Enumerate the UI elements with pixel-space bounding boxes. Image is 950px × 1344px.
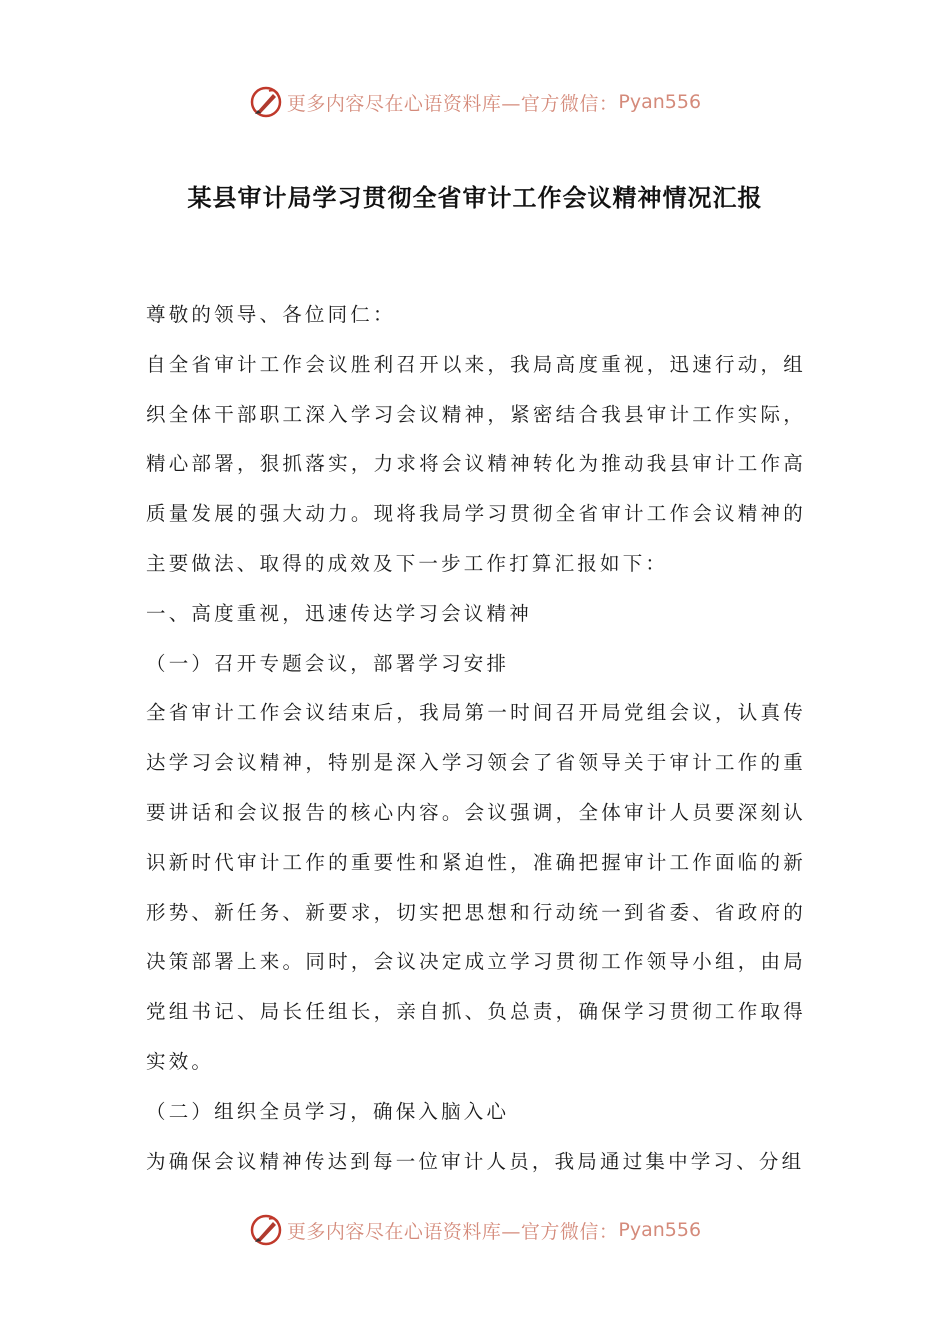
banner-text: 更多内容尽在心语资料库—官方微信：: [286, 92, 619, 115]
paragraph-salutation: 尊敬的领导、各位同仁：: [146, 303, 396, 326]
subsection-heading-2: （二）组织全员学习，确保入脑入心: [146, 1099, 510, 1123]
document-body: [146, 290, 806, 1186]
document-title: 某县审计局学习贯彻全省审计工作会议精神情况汇报: [187, 184, 763, 212]
pen-logo-icon: [249, 85, 283, 119]
banner-wechat-id: Pyan556: [618, 91, 702, 113]
paragraph-subsection-1: 全省审计工作会议结束后，我局第一时间召开局党组会议，认真传达学习会议精神，特别是深入学习领会了省领导关于审计工作的重要讲话和会议报告的核心内容。会议强调，全体审计人员要深刻认识新时代审计工作的重要性和紧迫性，准确把握审计工作面临的新形势、新任务、新要求，切实把思想和行动统一到省委、省政府的决策部署上来。同时，会议决定成立学习贯彻工作领导小组，由局党组书记、局长任组长，亲自抓、负总责，确保学习贯彻工作取得实效。: [146, 701, 806, 1073]
banner-text: 更多内容尽在心语资料库—官方微信：: [286, 1220, 619, 1243]
banner-wechat-id: Pyan556: [618, 1219, 702, 1241]
paragraph-subsection-2: 为确保会议精神传达到每一位审计人员，我局通过集中学习、分组: [146, 1149, 805, 1173]
header-banner: [0, 82, 950, 122]
section-heading-1: 一、高度重视，迅速传达学习会议精神: [146, 601, 532, 625]
subsection-heading-1: （一）召开专题会议，部署学习安排: [146, 651, 510, 675]
pen-logo-icon: [249, 1213, 283, 1247]
paragraph-intro: 自全省审计工作会议胜利召开以来，我局高度重视，迅速行动，组织全体干部职工深入学习会议精神，紧密结合我县审计工作实际，精心部署，狠抓落实，力求将会议精神转化为推动我县审计工作高质量发展的强大动力。现将我局学习贯彻全省审计工作会议精神的主要做法、取得的成效及下一步工作打算汇报如下：: [146, 352, 806, 575]
footer-banner: [0, 1210, 950, 1250]
